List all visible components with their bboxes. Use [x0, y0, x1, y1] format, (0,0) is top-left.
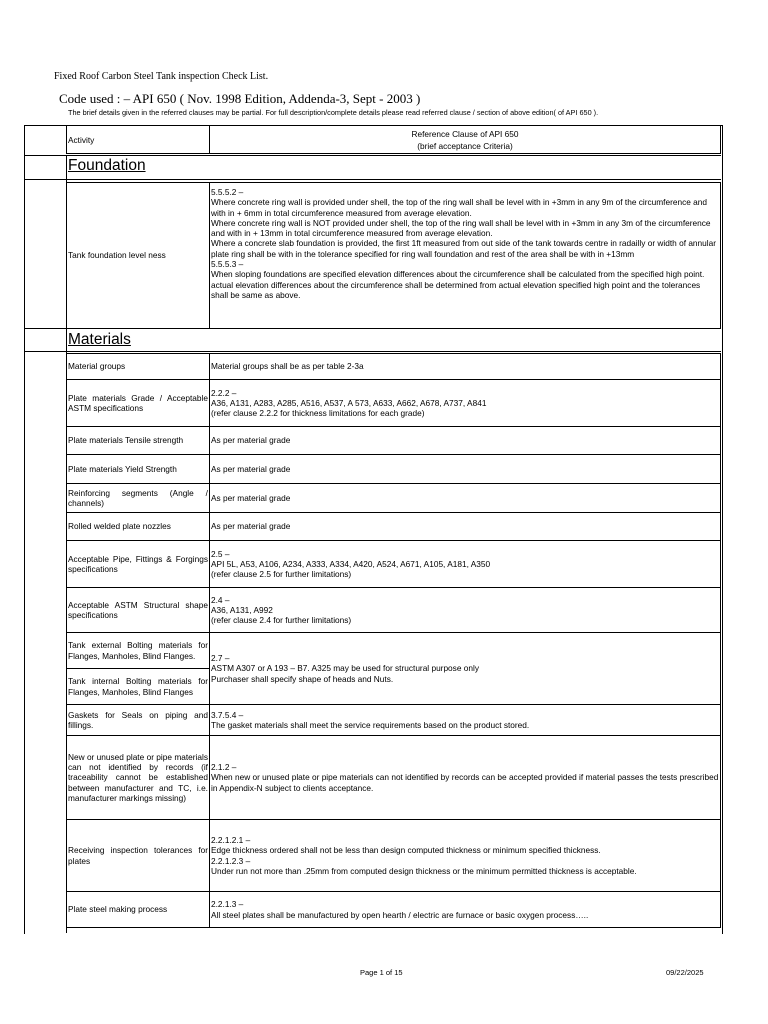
reference-line: When sloping foundations are specified elevation differences about the circumference shall be calculated from the specified high point. actual elevation differences about the circumference shall be determined from actual elevation specified high point and the tolerances shall be same as above. — [211, 269, 705, 300]
table-row — [67, 541, 721, 588]
reference-cell — [210, 484, 721, 513]
section-divider — [24, 155, 721, 156]
reference-line: Edge thickness ordered shall not be less than design computed thickness or minimum specified thickness. — [211, 845, 601, 856]
table-row — [67, 354, 721, 380]
reference-line: As per material grade — [211, 521, 291, 532]
activity-cell: Gaskets for Seals on piping and fillings. — [67, 705, 210, 736]
section-divider — [24, 351, 721, 352]
table-row — [67, 892, 721, 928]
foundation-table — [66, 182, 721, 329]
activity-cell: Plate steel making process — [67, 892, 210, 928]
activity-cell: Plate materials Tensile strength — [67, 427, 210, 455]
reference-line: Where concrete ring wall is NOT provided under shell, the top of the ring wall shall be level with in +3mm in any 3m of the circumference and with in + 13mm in total circumference measured from average elevation. — [211, 217, 711, 239]
reference-line: 5.5.5.3 – — [211, 259, 244, 270]
disclaimer-note: The brief details given in the referred clauses may be partial. For full description/complete details please read referred clause / section of above edition( of API 650 ). — [68, 108, 599, 117]
reference-line: The gasket materials shall meet the service requirements based on the product stored. — [211, 720, 530, 730]
reference-line: When new or unused plate or pipe materials can not identified by records can be accepted provided if material passes the tests prescribed in Appendix-N subject to clients acceptance. — [211, 772, 719, 793]
reference-cell — [210, 455, 721, 484]
reference-line: (refer clause 2.4 for further limitations) — [211, 615, 352, 626]
activity-cell: Acceptable Pipe, Fittings & Forgings specifications — [67, 541, 210, 588]
activity-cell: Plate materials Grade / Acceptable ASTM specifications — [67, 380, 210, 427]
reference-line: Purchaser shall specify shape of heads and Nuts. — [211, 673, 394, 684]
table-row — [67, 588, 721, 633]
reference-line: ASTM A307 or A 193 – B7. A325 may be used for structural purpose only — [211, 663, 479, 674]
reference-cell — [210, 427, 721, 455]
activity-cell: Tank internal Bolting materials for Flanges, Manholes, Blind Flanges — [67, 669, 210, 705]
reference-line: 3.7.5.4 – — [211, 709, 244, 720]
activity-cell: Rolled welded plate nozzles — [67, 513, 210, 541]
reference-cell — [210, 588, 721, 633]
activity-header: Activity — [67, 126, 210, 154]
reference-line: All steel plates shall be manufactured by open hearth / electric are furnace or basic oxygen process….. — [211, 909, 589, 920]
reference-line: Where concrete ring wall is provided under shell, the top of the ring wall shall be level with in +3mm in any 9m of the circumference and with in + 6mm in total circumference measured from average elevation. — [211, 197, 707, 218]
table-row — [67, 705, 721, 736]
activity-cell: Acceptable ASTM Structural shape specifications — [67, 588, 210, 633]
section-title-foundation: Foundation — [68, 157, 146, 174]
table-header — [66, 125, 721, 154]
document-title: Fixed Roof Carbon Steel Tank inspection Check List. — [54, 71, 269, 82]
reference-line: 2.2.1.3 – — [211, 899, 244, 910]
table-row — [67, 484, 721, 513]
table-row — [67, 820, 721, 892]
section-divider — [24, 328, 721, 329]
section-title-materials: Materials — [68, 331, 131, 348]
activity-cell: Tank foundation level ness — [67, 183, 210, 329]
reference-header-line2: (brief acceptance Criteria) — [417, 140, 513, 151]
reference-header — [210, 126, 721, 154]
activity-cell: Receiving inspection tolerances for plates — [67, 820, 210, 892]
materials-table — [66, 353, 721, 928]
reference-line: 2.2.1.2.3 – — [211, 855, 251, 866]
table-row — [67, 427, 721, 455]
code-used-line: Code used : – API 650 ( Nov. 1998 Edition, Addenda-3, Sept - 2003 ) — [59, 91, 421, 106]
reference-line: 2.2.2 – — [211, 387, 237, 398]
reference-cell — [210, 354, 721, 380]
reference-cell — [210, 380, 721, 427]
reference-line: 5.5.5.2 – — [211, 187, 244, 197]
footer-date: 09/22/2025 — [666, 968, 704, 977]
table-row — [67, 633, 721, 669]
reference-line: As per material grade — [211, 435, 291, 446]
reference-header-line1: Reference Clause of API 650 — [411, 128, 519, 139]
reference-line: Material groups shall be as per table 2-3a — [211, 361, 364, 372]
reference-line: A36, A131, A992 — [211, 604, 273, 615]
reference-line: As per material grade — [211, 492, 291, 503]
table-row — [67, 183, 721, 329]
activity-cell: Reinforcing segments (Angle / channels) — [67, 484, 210, 513]
reference-cell — [210, 183, 721, 329]
reference-cell — [210, 892, 721, 928]
reference-cell — [210, 541, 721, 588]
activity-cell: New or unused plate or pipe materials can not identified by records (if traceability cannot be established between manufacturer and TC, i.e. manufacturer markings missing) — [67, 736, 210, 820]
reference-line: 2.5 – — [211, 548, 230, 559]
reference-line: 2.4 – — [211, 594, 230, 605]
reference-line: Under run not more than .25mm from computed design thickness or the minimum permitted thickness is acceptable. — [211, 865, 637, 876]
reference-line: As per material grade — [211, 463, 291, 474]
reference-line: A36, A131, A283, A285, A516, A537, A 573, A633, A662, A678, A737, A841 — [211, 397, 487, 408]
reference-cell — [210, 513, 721, 541]
section-divider — [24, 179, 721, 180]
table-row — [67, 380, 721, 427]
reference-line: (refer clause 2.5 for further limitations) — [211, 569, 352, 580]
activity-cell: Tank external Bolting materials for Flanges, Manholes, Blind Flanges. — [67, 633, 210, 669]
reference-line: 2.1.2 – — [211, 762, 237, 773]
reference-cell — [210, 705, 721, 736]
reference-line: 2.7 – — [211, 653, 230, 664]
footer-page-number: Page 1 of 15 — [360, 968, 403, 977]
reference-line: API 5L, A53, A106, A234, A333, A334, A420, A524, A671, A105, A181, A350 — [211, 558, 491, 569]
reference-line: Where a concrete slab foundation is provided, the first 1ft measured from out side of the tank towards centre in radailly or width of annular plate ring shall be with in the tolerance specified for ring wall foundation and rest of the area shall be with in +13mm — [211, 238, 716, 259]
reference-cell — [210, 820, 721, 892]
reference-line: 2.2.1.2.1 – — [211, 834, 251, 845]
activity-cell: Material groups — [67, 354, 210, 380]
table-row — [67, 736, 721, 820]
table-row — [67, 513, 721, 541]
reference-cell — [210, 736, 721, 820]
reference-cell — [210, 633, 721, 705]
reference-line: (refer clause 2.2.2 for thickness limitations for each grade) — [211, 408, 425, 419]
activity-cell: Plate materials Yield Strength — [67, 455, 210, 484]
table-row — [67, 455, 721, 484]
